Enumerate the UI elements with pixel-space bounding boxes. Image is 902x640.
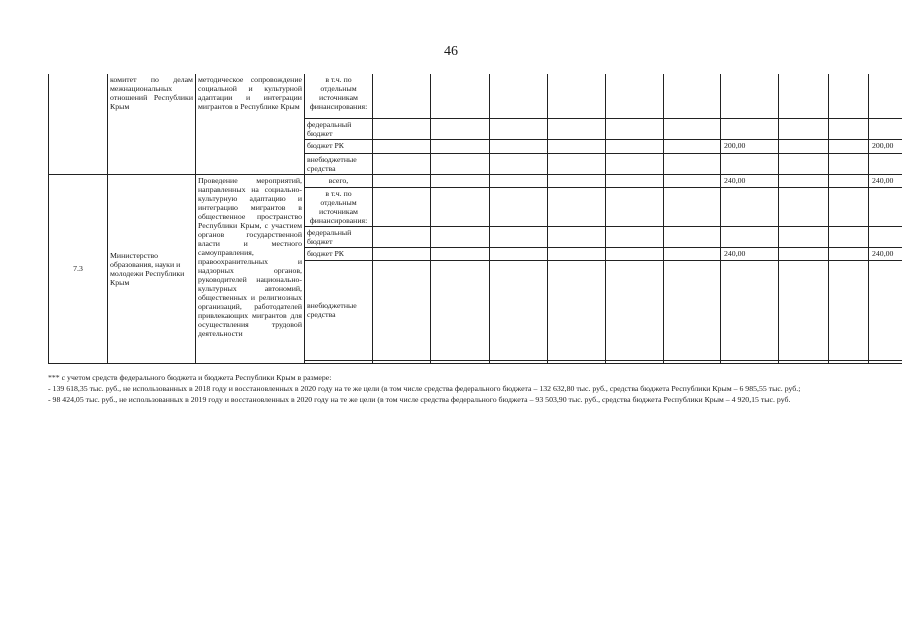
regional-budget-label: бюджет РК [305,247,373,260]
regional-budget-value: 240,00 [721,247,779,260]
activity-cell: Проведение мероприятий, направленных на социально-культурную адаптацию и интеграцию мигрантов в общественное пространство Республики Крым, с участием органов государственной власти и местного самоуправления, правоохранительных и надзорных органов, руководителей национально-культурных автономий, общественных и религиозных организаций, работодателей привлекающих мигрантов для осуществления трудовой деятельности [196,174,305,363]
regional-budget-total: 200,00 [869,139,902,153]
total-sum: 240,00 [869,174,902,187]
extrabudget-label: внебюджетные средства [305,260,373,360]
footnote-line: - 98 424,05 тыс. руб., не использованных в 2019 году и восстановленных в 2020 году на те же цели (в том числе средства федерального бюджета – 93 503,90 тыс. руб., средства бюджета Республики Крым – 4 920,15 тыс. руб. [48,395,791,404]
federal-budget-label: федеральный бюджет [305,118,373,139]
regional-budget-total: 240,00 [869,247,902,260]
total-label: всего, [305,174,373,187]
regional-budget-label: бюджет РК [305,139,373,153]
regional-budget-value: 200,00 [721,139,779,153]
page-number: 46 [444,44,458,59]
sources-label: в т.ч. по отдельным источникам финансирования: [305,187,373,226]
budget-table [48,74,902,364]
activity-cell: методическое сопровождение социальной и культурной адаптации и интеграции мигрантов в Республике Крым [196,74,305,174]
table-row [49,74,902,118]
footnote [48,372,868,405]
table-row [49,174,902,187]
executor-cell: комитет по делам межнациональных отношений Республики Крым [108,74,196,174]
row-number: 7.3 [49,174,108,363]
total-value: 240,00 [721,174,779,187]
extrabudget-label: внебюджетные средства [305,153,373,174]
federal-budget-label: федеральный бюджет [305,226,373,247]
footnote-heading: *** с учетом средств федерального бюджета и бюджета Республики Крым в размере: [48,373,332,382]
executor-cell: Министерство образования, науки и молодежи Республики Крым [108,174,196,363]
footnote-line: - 139 618,35 тыс. руб., не использованных в 2018 году и восстановленных в 2020 году на те же цели (в том числе средства федерального бюджета – 132 632,80 тыс. руб., средства бюджета Республики Крым – 6 985,55 тыс. руб.; [48,384,801,393]
sources-label: в т.ч. по отдельным источникам финансирования: [305,74,373,118]
